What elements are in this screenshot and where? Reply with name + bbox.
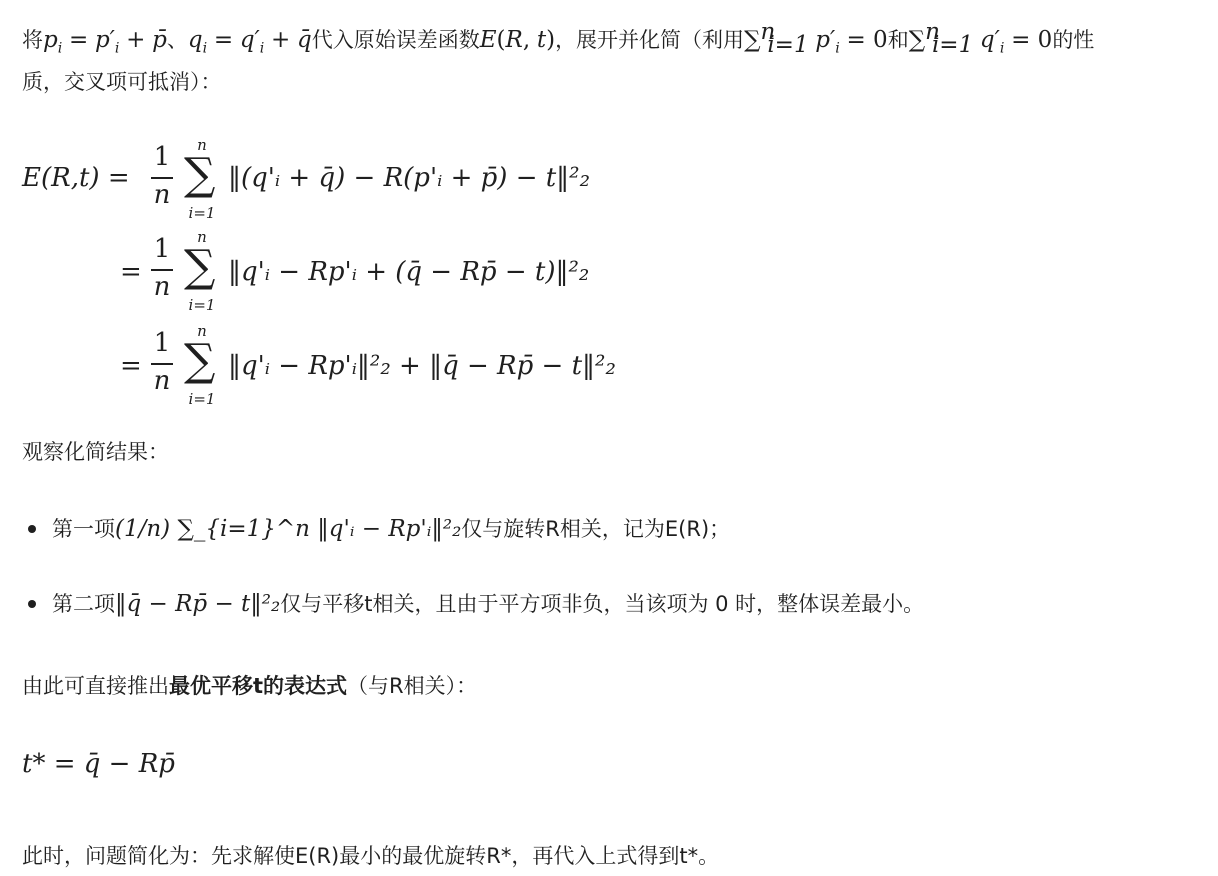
equals-sign-3: = <box>120 351 142 381</box>
sum-upper-3: n <box>197 322 207 340</box>
equals-sign-2: = <box>120 257 142 287</box>
bullet-2-suffix: 仅与平移t相关，且由于平方项非负，当该项为 0 时，整体误差最小。 <box>280 592 925 616</box>
frac-bar-2 <box>151 269 173 271</box>
derive-bold: 最优平移t的表达式 <box>169 674 348 698</box>
frac-numerator-1: 1 <box>153 142 171 172</box>
sigma-icon: ∑ <box>184 335 216 386</box>
equation-lhs: E(R,t) = <box>22 163 130 193</box>
equation-row-3: ‖q'ᵢ − Rp'ᵢ‖²₂ + ‖q̄ − Rp̄ − t‖²₂ <box>228 351 616 381</box>
bullet-1-suffix: 仅与旋转R相关，记为E(R)； <box>461 517 731 541</box>
frac-bar-3 <box>151 363 173 365</box>
bullet-item-1 <box>52 509 730 549</box>
bullet-2-prefix: 第二项 <box>52 592 115 616</box>
intro-line-2: 质，交叉项可抵消）： <box>22 70 222 94</box>
frac-numerator-2: 1 <box>153 234 171 264</box>
derive-line <box>22 666 477 706</box>
sum-upper-2: n <box>197 228 207 246</box>
frac-denominator-2: n <box>153 272 171 302</box>
observe-heading: 观察化简结果： <box>22 440 169 464</box>
intro-line-1: 将$p_i = p'_i$ + p̄、$q_i = q'_i$ + q̄代入原始误差函数E(R, t)，展开并化简（利用∑$^n_{i=1}$ $p'_i = 0$和∑$^n_{i=1}$ $q'_i = 0$的性 <box>22 19 1095 59</box>
sigma-icon: ∑ <box>184 149 216 200</box>
sum-lower-2: i=1 <box>188 296 216 314</box>
result-equation: t* = q̄ − Rp̄ <box>22 749 175 779</box>
sum-lower-3: i=1 <box>188 390 216 408</box>
conclusion-line: 此时，问题简化为：先求解使E(R)最小的最优旋转R*，再代入上式得到t*。 <box>22 844 720 868</box>
equation-row-2: ‖q'ᵢ − Rp'ᵢ + (q̄ − Rp̄ − t)‖²₂ <box>228 257 590 287</box>
bullet-1-math: (1/n) ∑_{i=1}^n ‖q'ᵢ − Rp'ᵢ‖²₂ <box>115 516 462 542</box>
bullet-1-prefix: 第一项 <box>52 517 115 541</box>
frac-denominator-1: n <box>153 180 171 210</box>
frac-denominator-3: n <box>153 366 171 396</box>
sum-upper-1: n <box>197 136 207 154</box>
frac-bar-1 <box>151 177 173 179</box>
equation-row-1: ‖(q'ᵢ + q̄) − R(p'ᵢ + p̄) − t‖²₂ <box>228 163 591 193</box>
bullet-dot <box>28 525 36 533</box>
sum-lower-1: i=1 <box>188 204 216 222</box>
derive-pre: 由此可直接推出 <box>22 674 169 698</box>
bullet-2-math: ‖q̄ − Rp̄ − t‖²₂ <box>115 591 281 617</box>
frac-numerator-3: 1 <box>153 328 171 358</box>
bullet-dot <box>28 600 36 608</box>
intro-text-a: 将 <box>22 28 43 52</box>
sigma-icon: ∑ <box>184 241 216 292</box>
bullet-item-2 <box>52 584 924 624</box>
derive-post: （与R相关）： <box>347 674 478 698</box>
